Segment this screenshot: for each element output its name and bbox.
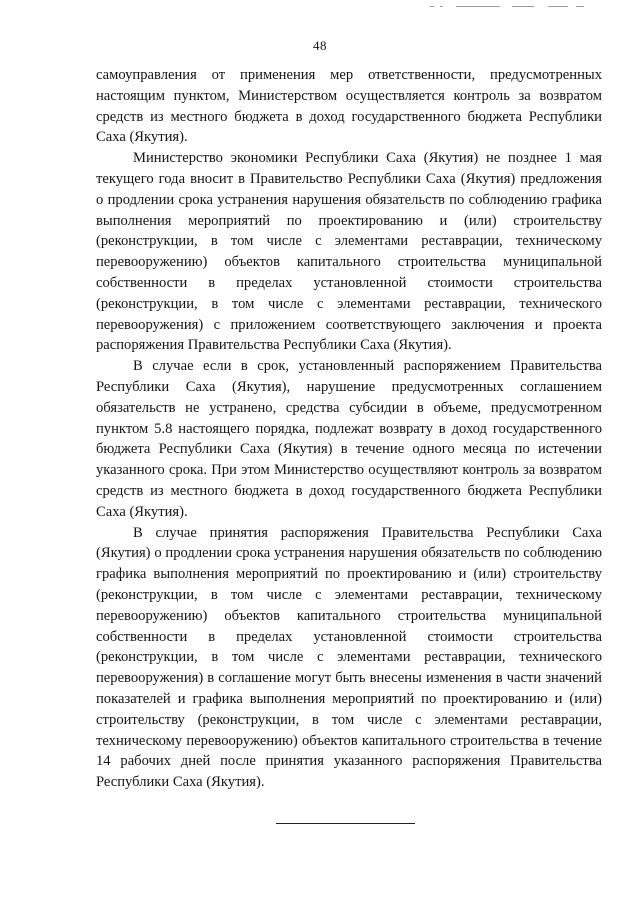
document-end-line	[276, 823, 415, 824]
paragraph-subsidy-return: В случае если в срок, установленный распоряжением Правительства Республики Саха (Якутия), нарушение предусмотренных соглашением обязательств не устранено, средства субсидии в объеме, предусмотренном пунктом 5.8 настоящего порядка, подлежат возврату в доход государственного бюджета Республики Саха (Якутия) в течение одного месяца по истечении указанного срока. При этом Министерство осуществляют контроль за возвратом средств из местного бюджета в доход государственного бюджета Республики Саха (Якутия).	[96, 358, 602, 520]
paragraph-continuation: самоуправления от применения мер ответственности, предусмотренных настоящим пунктом, Министерством осуществляется контроль за возвратом средств из местного бюджета в доход государственного бюджета Республики Саха (Якутия).	[96, 67, 602, 146]
paragraph-agreement-amendment: В случае принятия распоряжения Правительства Республики Саха (Якутия) о продлении срока устранения нарушения обязательств по соблюдению графика выполнения мероприятий по проектированию и (или) строительству (реконструкции, в том числе с элементами реставрации, техническому перевооружению) объектов капитального строительства муниципальной собственности в пределах установленной стоимости строительства (реконструкции, в том числе с элементами реставрации, технического перевооружения) в соглашение могут быть внесены изменения в части значений показателей и графика выполнения мероприятий по проектированию и (или) строительству (реконструкции, в том числе с элементами реставрации, техническому перевооружению) объектов капитального строительства в течение 14 рабочих дней после принятия указанного распоряжения Правительства Республики Саха (Якутия).	[96, 524, 602, 791]
page-number: 48	[313, 38, 327, 53]
document-body	[96, 65, 602, 793]
scan-artifact-marks	[430, 6, 610, 8]
paragraph-ministry-proposal: Министерство экономики Республики Саха (Якутия) не позднее 1 мая текущего года вносит в Правительство Республики Саха (Якутия) предложения о продлении срока устранения нарушения обязательств по соблюдению графика выполнения мероприятий по проектированию и (или) строительству (реконструкции, в том числе с элементами реставрации, техническому перевооружению) объектов капитального строительства муниципальной собственности в пределах установленной стоимости строительства (реконструкции, в том числе с элементами реставрации, технического перевооружения) с приложением соответствующего заключения и проекта распоряжения Правительства Республики Саха (Якутия).	[96, 150, 602, 354]
